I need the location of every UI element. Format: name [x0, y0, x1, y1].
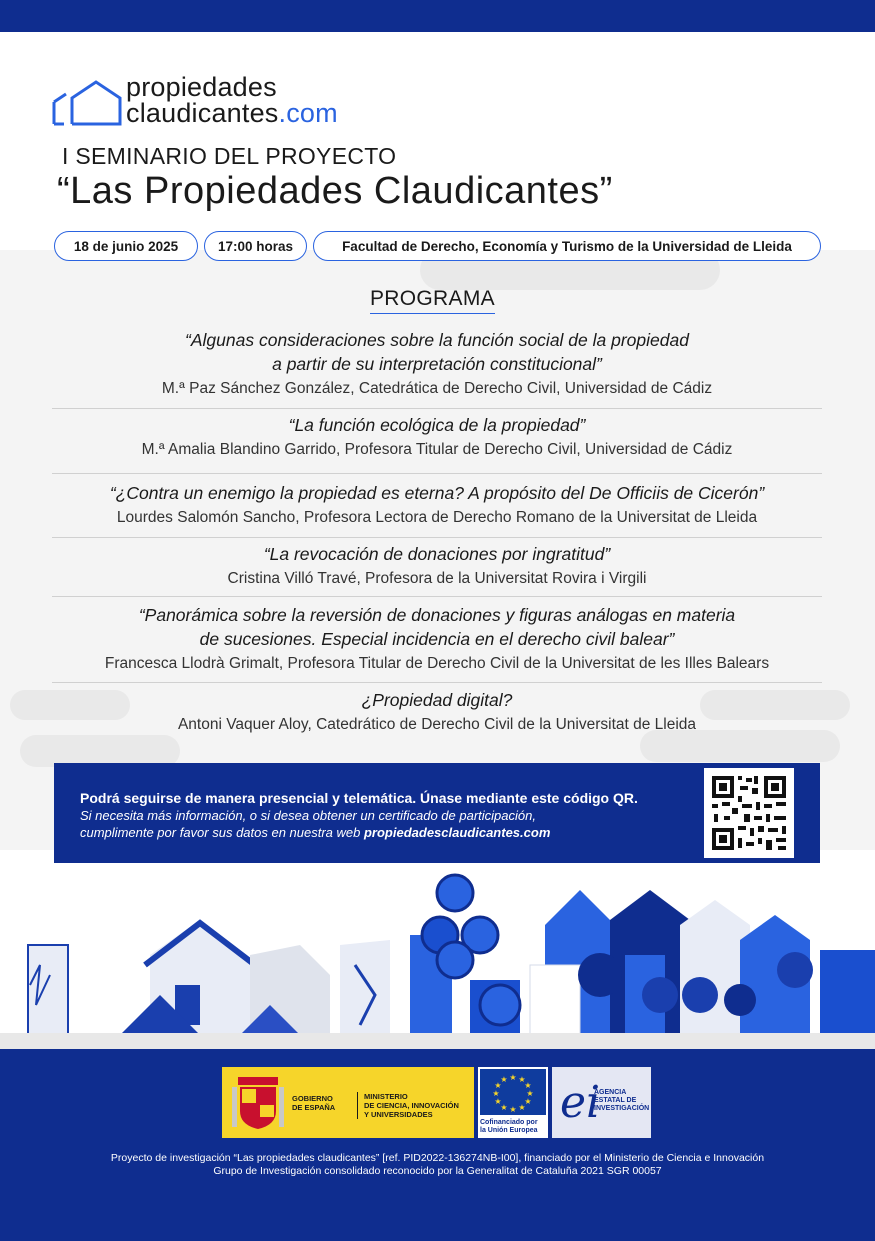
divider	[52, 473, 822, 474]
talk-title: ¿Propiedad digital?	[361, 690, 513, 710]
svg-text:ei: ei	[560, 1077, 601, 1128]
svg-text:★: ★	[509, 1073, 517, 1082]
logo-text-line2: claudicantes.com	[126, 98, 338, 128]
divider	[52, 537, 822, 538]
programa-heading: PROGRAMA	[370, 287, 495, 314]
qr-info-line2: Si necesita más información, o si desea obtener un certificado de participación,	[80, 808, 536, 823]
funding-credits	[0, 1152, 875, 1178]
talk-title: “¿Contra un enemigo la propiedad es eterna? A propósito del De Officiis de Cicerón”	[109, 483, 765, 503]
program-item	[52, 603, 822, 675]
talk-speaker: Cristina Villó Travé, Profesora de la Universitat Rovira i Virgili	[227, 570, 647, 587]
program-item	[52, 481, 822, 529]
qr-info-box	[54, 763, 820, 863]
qr-info-text	[80, 789, 638, 841]
venue-badge: Facultad de Derecho, Economía y Turismo de la Universidad de Lleida	[313, 231, 821, 261]
properties-illustration	[0, 865, 875, 1040]
logo-text-line1: propiedades	[126, 72, 277, 102]
agency-logo	[552, 1067, 651, 1138]
site-logo[interactable]	[52, 72, 382, 132]
svg-text:★: ★	[492, 1089, 500, 1098]
svg-text:★: ★	[526, 1089, 534, 1098]
time-badge: 17:00 horas	[204, 231, 307, 261]
divider	[52, 408, 822, 409]
program-item	[52, 413, 822, 461]
ministry-label: MINISTERIO DE CIENCIA, INNOVACIÓN Y UNIVERSIDADES	[357, 1092, 459, 1119]
seminar-subtitle: I SEMINARIO DEL PROYECTO	[62, 143, 397, 169]
svg-text:★: ★	[518, 1075, 526, 1084]
svg-text:★: ★	[500, 1103, 508, 1112]
ruined-buildings-icon	[28, 920, 390, 1035]
talk-title: “La revocación de donaciones por ingratitud”	[263, 544, 611, 564]
credits-line2: Grupo de Investigación consolidado reconocido por la Generalitat de Cataluña 2021 SGR 00057	[213, 1165, 662, 1177]
divider	[52, 596, 822, 597]
agency-label: AGENCIA ESTATAL DE INVESTIGACIÓN	[594, 1089, 650, 1112]
top-bar	[0, 0, 875, 32]
svg-text:★: ★	[509, 1105, 517, 1114]
talk-speaker: Lourdes Salomón Sancho, Profesora Lectora de Derecho Romano de la Universitat de Lleida	[116, 509, 758, 526]
website-link[interactable]: propiedadesclaudicantes.com	[363, 825, 551, 840]
qr-code[interactable]	[704, 768, 794, 858]
talk-speaker: Francesca Llodrà Grimalt, Profesora Titular de Derecho Civil de la Universitat de les Illes Balears	[104, 655, 770, 672]
coat-of-arms-icon	[228, 1073, 288, 1133]
government-label: GOBIERNO DE ESPAÑA	[292, 1094, 336, 1112]
qr-info-line1: Podrá seguirse de manera presencial y telemática. Únase mediante este código QR.	[80, 790, 638, 806]
program-item	[52, 328, 822, 400]
eu-cofunding-logo	[478, 1067, 548, 1138]
qr-info-line3: cumplimente por favor sus datos en nuestra web propiedadesclaudicantes.com	[80, 825, 551, 840]
credits-line1: Proyecto de investigación “Las propiedades claudicantes” [ref. PID2022-136274NB-I00], financiado por el Ministerio de Ciencia e Innovación	[110, 1152, 765, 1164]
talk-title: “Panorámica sobre la reversión de donaciones y figuras análogas en materia de sucesiones. Especial incidencia en el derecho civil balear”	[138, 605, 736, 649]
eu-label: Cofinanciado por la Unión Europea	[480, 1119, 538, 1134]
talk-title: “La función ecológica de la propiedad”	[288, 415, 586, 435]
svg-text:★: ★	[500, 1075, 508, 1084]
talk-title: “Algunas consideraciones sobre la función social de la propiedad a partir de su interpretación constitucional”	[185, 330, 689, 374]
house-logo-icon	[52, 80, 122, 126]
svg-text:★: ★	[524, 1097, 532, 1106]
svg-text:★: ★	[518, 1103, 526, 1112]
talk-speaker: M.ª Amalia Blandino Garrido, Profesora Titular de Derecho Civil, Universidad de Cádiz	[141, 441, 733, 458]
seminar-title: “Las Propiedades Claudicantes”	[57, 170, 613, 212]
modern-houses-icon	[530, 890, 875, 1035]
svg-text:★: ★	[524, 1081, 532, 1090]
svg-text:★: ★	[494, 1081, 502, 1090]
spanish-government-logo	[222, 1067, 474, 1138]
program-item	[52, 688, 822, 736]
eu-flag-icon	[480, 1069, 546, 1115]
talk-speaker: M.ª Paz Sánchez González, Catedrática de Derecho Civil, Universidad de Cádiz	[161, 380, 713, 397]
date-badge: 18 de junio 2025	[54, 231, 198, 261]
talk-speaker: Antoni Vaquer Aloy, Catedrático de Derecho Civil de la Universitat de Lleida	[177, 716, 697, 733]
divider	[52, 682, 822, 683]
agency-mark-icon	[556, 1073, 601, 1133]
bitcoin-coins-icon	[410, 875, 520, 1035]
program-item	[52, 542, 822, 590]
footer-top-stripe	[0, 1033, 875, 1049]
qr-code-icon	[704, 768, 794, 858]
svg-text:★: ★	[494, 1097, 502, 1106]
